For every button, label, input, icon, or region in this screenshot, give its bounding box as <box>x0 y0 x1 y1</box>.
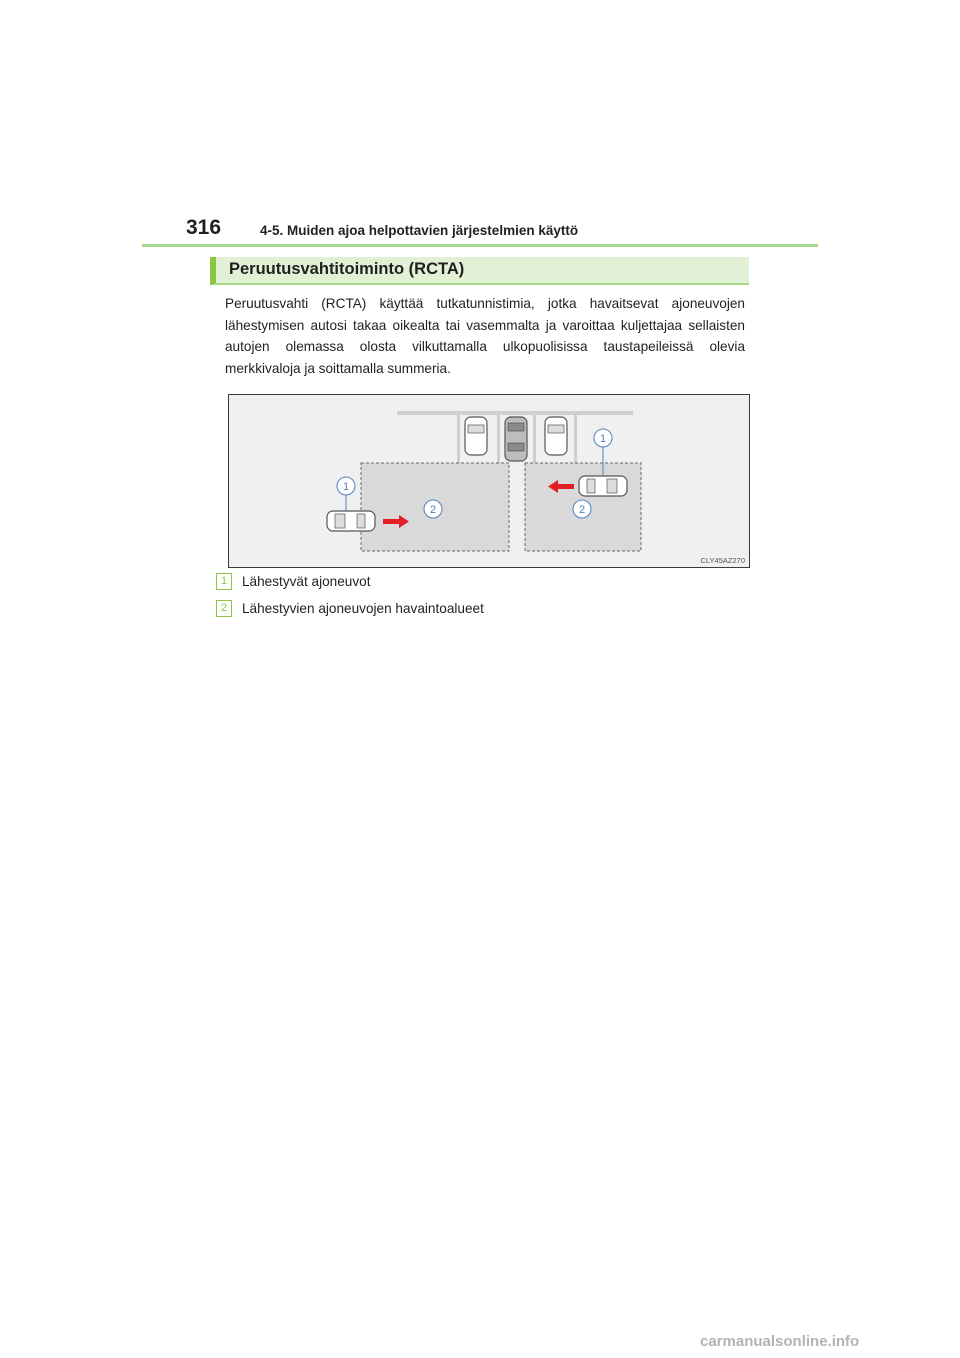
legend-number: 2 <box>216 600 232 617</box>
approaching-car-right <box>579 476 627 496</box>
legend-number: 1 <box>216 573 232 590</box>
rcta-figure <box>228 394 750 568</box>
approaching-car-left <box>327 511 375 531</box>
section-title: 4-5. Muiden ajoa helpottavien järjestelmien käyttö <box>260 223 579 238</box>
stall-line <box>574 415 577 469</box>
own-car <box>505 417 527 461</box>
svg-text:2: 2 <box>578 504 586 516</box>
callout-1-right <box>594 429 612 447</box>
svg-text:1: 1 <box>342 481 350 493</box>
stall-line <box>533 415 536 469</box>
figure-code: CLY45AZ270 <box>700 556 745 565</box>
header-rule <box>142 244 818 247</box>
parked-car <box>465 417 487 455</box>
callout-1-left <box>337 477 355 495</box>
page-number: 316 <box>186 216 222 239</box>
heading-text: Peruutusvahtitoiminto (RCTA) <box>229 260 465 278</box>
legend-label: Lähestyvät ajoneuvot <box>242 574 371 589</box>
legend-item-2 <box>216 600 484 617</box>
parked-car <box>545 417 567 455</box>
stall-line <box>457 415 460 469</box>
heading-box <box>210 257 749 285</box>
callout-2-left <box>424 500 442 518</box>
rcta-illustration <box>229 395 749 567</box>
svg-text:1: 1 <box>599 433 607 445</box>
body-paragraph: Peruutusvahti (RCTA) käyttää tutkatunnistimia, jotka havaitsevat ajoneuvojen lähestymisen autosi takaa oikealta tai vasemmalta ja varoittaa kuljettajaa sellaisten autojen olemassa olosta vilkuttamalla ulkopuolisissa taustapeileissä olevia merkkivaloja ja soittamalla summeria. <box>225 296 745 376</box>
callout-2-right <box>573 500 591 518</box>
parking-curb <box>397 411 633 415</box>
legend-label: Lähestyvien ajoneuvojen havaintoalueet <box>242 601 484 616</box>
stall-line <box>497 415 500 469</box>
svg-text:2: 2 <box>429 504 437 516</box>
legend-item-1 <box>216 573 370 590</box>
watermark: carmanualsonline.info <box>700 1333 860 1350</box>
